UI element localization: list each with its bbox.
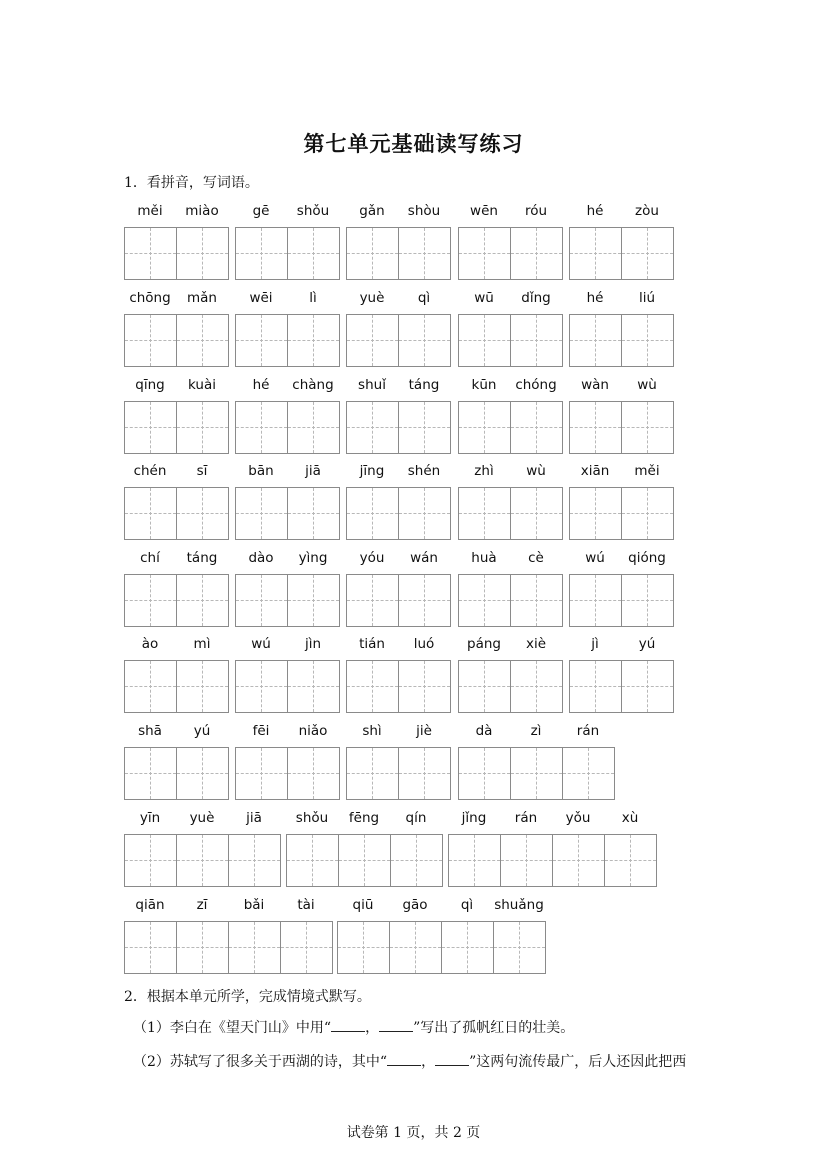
pinyin-syllable: jiè <box>416 723 432 739</box>
word-row <box>0 636 827 716</box>
pinyin-syllable: měi <box>137 203 163 219</box>
writing-box[interactable] <box>510 660 563 713</box>
pinyin-syllable: yīn <box>139 810 161 826</box>
writing-box[interactable] <box>124 227 177 280</box>
writing-box[interactable] <box>569 314 622 367</box>
writing-box[interactable] <box>124 660 177 713</box>
writing-box[interactable] <box>390 834 443 887</box>
pinyin-syllable: xiān <box>580 463 610 479</box>
item-1-text-after: ”写出了孤帆红日的壮美。 <box>413 1020 575 1036</box>
writing-box[interactable] <box>176 401 229 454</box>
pinyin-syllable: wú <box>585 550 605 566</box>
word-row <box>0 810 827 890</box>
pinyin-syllable: tài <box>297 897 315 913</box>
pinyin-syllable: wàn <box>581 377 609 393</box>
writing-box[interactable] <box>287 487 340 540</box>
pinyin-syllable: gāo <box>402 897 428 913</box>
word-row <box>0 290 827 370</box>
pinyin-syllable: hé <box>586 203 604 219</box>
pinyin-syllable: chōng <box>129 290 171 306</box>
writing-box[interactable] <box>287 747 340 800</box>
writing-box[interactable] <box>346 227 399 280</box>
writing-box[interactable] <box>621 660 674 713</box>
pinyin-syllable: yú <box>638 636 656 652</box>
pinyin-syllable: róu <box>524 203 548 219</box>
pinyin-syllable: qiū <box>352 897 374 913</box>
pinyin-syllable: yuè <box>189 810 215 826</box>
writing-box[interactable] <box>235 487 288 540</box>
writing-box[interactable] <box>346 660 399 713</box>
pinyin-syllable: sī <box>196 463 208 479</box>
pinyin-syllable: shuǎng <box>494 897 544 913</box>
pinyin-syllable: shǒu <box>295 810 329 826</box>
pinyin-syllable: jǐng <box>461 810 487 826</box>
pinyin-syllable: jīng <box>359 463 385 479</box>
writing-box[interactable] <box>287 227 340 280</box>
pinyin-syllable: mì <box>193 636 211 652</box>
pinyin-syllable: yìng <box>298 550 328 566</box>
writing-box[interactable] <box>552 834 605 887</box>
writing-box[interactable] <box>621 574 674 627</box>
writing-box[interactable] <box>286 834 339 887</box>
pinyin-syllable: lì <box>309 290 317 306</box>
writing-box[interactable] <box>493 921 546 974</box>
item-1-blank-1[interactable] <box>331 1017 365 1032</box>
writing-box[interactable] <box>389 921 442 974</box>
writing-box[interactable] <box>338 834 391 887</box>
pinyin-syllable: wēi <box>249 290 273 306</box>
writing-box[interactable] <box>346 487 399 540</box>
pinyin-syllable: shòu <box>407 203 441 219</box>
writing-box[interactable] <box>287 314 340 367</box>
writing-box[interactable] <box>448 834 501 887</box>
writing-box[interactable] <box>569 227 622 280</box>
writing-box[interactable] <box>346 747 399 800</box>
pinyin-syllable: qì <box>417 290 431 306</box>
writing-box[interactable] <box>337 921 390 974</box>
item-2-text-before: （2）苏轼写了很多关于西湖的诗，其中“ <box>133 1054 388 1070</box>
pinyin-syllable: zòu <box>635 203 659 219</box>
pinyin-syllable: qín <box>405 810 427 826</box>
writing-box[interactable] <box>458 747 511 800</box>
page-footer: 试卷第 1 页，共 2 页 <box>346 1125 481 1141</box>
writing-box[interactable] <box>398 401 451 454</box>
pinyin-syllable: měi <box>634 463 660 479</box>
word-row <box>0 203 827 283</box>
writing-box[interactable] <box>287 660 340 713</box>
writing-box[interactable] <box>569 401 622 454</box>
pinyin-syllable: fēi <box>252 723 270 739</box>
pinyin-syllable: xiè <box>525 636 547 652</box>
pinyin-syllable: fēng <box>348 810 380 826</box>
pinyin-syllable: wū <box>474 290 494 306</box>
writing-box[interactable] <box>458 487 511 540</box>
writing-box[interactable] <box>280 921 333 974</box>
writing-box[interactable] <box>621 314 674 367</box>
writing-box[interactable] <box>124 574 177 627</box>
writing-box[interactable] <box>458 574 511 627</box>
writing-box[interactable] <box>441 921 494 974</box>
writing-box[interactable] <box>510 401 563 454</box>
writing-box[interactable] <box>621 487 674 540</box>
writing-box[interactable] <box>569 660 622 713</box>
question-2-item-1 <box>133 1017 574 1037</box>
item-2-text-after: ”这两句流传最广，后人还因此把西 <box>469 1054 687 1070</box>
writing-box[interactable] <box>604 834 657 887</box>
writing-box[interactable] <box>176 314 229 367</box>
writing-box[interactable] <box>621 401 674 454</box>
writing-box[interactable] <box>569 574 622 627</box>
writing-box[interactable] <box>458 314 511 367</box>
writing-box[interactable] <box>124 747 177 800</box>
pinyin-syllable: rán <box>576 723 600 739</box>
pinyin-syllable: wú <box>251 636 271 652</box>
writing-box[interactable] <box>235 574 288 627</box>
pinyin-syllable: dào <box>248 550 274 566</box>
word-row <box>0 377 827 457</box>
pinyin-syllable: yú <box>193 723 211 739</box>
pinyin-syllable: niǎo <box>298 723 328 739</box>
pinyin-syllable: miào <box>185 203 219 219</box>
pinyin-syllable: yóu <box>359 550 385 566</box>
pinyin-syllable: páng <box>467 636 501 652</box>
pinyin-syllable: liú <box>638 290 656 306</box>
pinyin-syllable: chóng <box>515 377 557 393</box>
question-2-heading: 2．根据本单元所学，完成情境式默写。 <box>124 989 371 1005</box>
writing-box[interactable] <box>562 747 615 800</box>
word-row <box>0 897 827 977</box>
writing-box[interactable] <box>124 401 177 454</box>
writing-box[interactable] <box>346 401 399 454</box>
pinyin-syllable: wēn <box>470 203 498 219</box>
word-row <box>0 463 827 543</box>
writing-box[interactable] <box>398 747 451 800</box>
writing-box[interactable] <box>235 660 288 713</box>
pinyin-syllable: kuài <box>188 377 216 393</box>
writing-box[interactable] <box>176 487 229 540</box>
writing-box[interactable] <box>287 401 340 454</box>
pinyin-syllable: qì <box>460 897 474 913</box>
pinyin-syllable: yǒu <box>565 810 591 826</box>
pinyin-syllable: luó <box>413 636 435 652</box>
pinyin-syllable: gē <box>252 203 270 219</box>
writing-box[interactable] <box>621 227 674 280</box>
writing-box[interactable] <box>510 487 563 540</box>
page-title: 第七单元基础读写练习 <box>303 132 524 156</box>
pinyin-syllable: shén <box>407 463 441 479</box>
writing-box[interactable] <box>346 314 399 367</box>
writing-box[interactable] <box>458 227 511 280</box>
pinyin-syllable: ào <box>141 636 159 652</box>
writing-box[interactable] <box>235 747 288 800</box>
item-2-blank-2[interactable] <box>435 1051 469 1066</box>
pinyin-syllable: hé <box>586 290 604 306</box>
writing-box[interactable] <box>398 314 451 367</box>
pinyin-syllable: kūn <box>471 377 497 393</box>
writing-box[interactable] <box>176 834 229 887</box>
pinyin-syllable: shuǐ <box>358 377 386 393</box>
pinyin-syllable: jiā <box>305 463 321 479</box>
pinyin-syllable: dǐng <box>521 290 551 306</box>
pinyin-syllable: wán <box>410 550 438 566</box>
pinyin-syllable: zī <box>196 897 208 913</box>
word-row <box>0 723 827 803</box>
pinyin-syllable: táng <box>186 550 218 566</box>
pinyin-syllable: shì <box>362 723 382 739</box>
pinyin-syllable: zhì <box>474 463 494 479</box>
writing-box[interactable] <box>124 834 177 887</box>
pinyin-syllable: xù <box>621 810 639 826</box>
pinyin-syllable: bǎi <box>243 897 265 913</box>
question-2-item-2 <box>133 1051 686 1071</box>
writing-box[interactable] <box>346 574 399 627</box>
pinyin-syllable: rán <box>514 810 538 826</box>
writing-box[interactable] <box>235 401 288 454</box>
pinyin-syllable: jì <box>591 636 599 652</box>
pinyin-syllable: jìn <box>304 636 322 652</box>
pinyin-syllable: wù <box>637 377 657 393</box>
pinyin-syllable: shā <box>138 723 162 739</box>
pinyin-syllable: gǎn <box>359 203 385 219</box>
pinyin-syllable: zì <box>530 723 542 739</box>
writing-box[interactable] <box>228 834 281 887</box>
pinyin-syllable: jiā <box>246 810 262 826</box>
writing-box[interactable] <box>510 747 563 800</box>
writing-box[interactable] <box>124 921 177 974</box>
item-2-blank-1[interactable] <box>387 1051 421 1066</box>
writing-box[interactable] <box>176 574 229 627</box>
item-1-text-before: （1）李白在《望天门山》中用“ <box>133 1020 332 1036</box>
word-row <box>0 550 827 630</box>
pinyin-syllable: qiān <box>135 897 165 913</box>
writing-box[interactable] <box>398 574 451 627</box>
writing-box[interactable] <box>176 227 229 280</box>
writing-box[interactable] <box>235 227 288 280</box>
writing-box[interactable] <box>235 314 288 367</box>
writing-box[interactable] <box>124 314 177 367</box>
item-1-blank-2[interactable] <box>379 1017 413 1032</box>
pinyin-syllable: huà <box>471 550 497 566</box>
writing-box[interactable] <box>569 487 622 540</box>
writing-box[interactable] <box>287 574 340 627</box>
pinyin-syllable: dà <box>475 723 493 739</box>
pinyin-syllable: táng <box>408 377 440 393</box>
pinyin-syllable: chén <box>133 463 167 479</box>
pinyin-syllable: chí <box>140 550 160 566</box>
pinyin-syllable: bān <box>248 463 274 479</box>
question-1-heading: 1．看拼音，写词语。 <box>124 175 259 191</box>
pinyin-syllable: yuè <box>359 290 385 306</box>
pinyin-syllable: shǒu <box>296 203 330 219</box>
writing-box[interactable] <box>398 487 451 540</box>
pinyin-syllable: cè <box>528 550 544 566</box>
item-2-separator: ， <box>421 1054 436 1070</box>
item-1-separator: ， <box>365 1020 380 1036</box>
writing-box[interactable] <box>398 660 451 713</box>
pinyin-syllable: mǎn <box>187 290 217 306</box>
pinyin-syllable: wù <box>526 463 546 479</box>
writing-box[interactable] <box>510 314 563 367</box>
writing-box[interactable] <box>510 227 563 280</box>
writing-box[interactable] <box>458 401 511 454</box>
pinyin-syllable: tián <box>359 636 385 652</box>
writing-box[interactable] <box>176 747 229 800</box>
writing-box[interactable] <box>458 660 511 713</box>
writing-box[interactable] <box>176 921 229 974</box>
writing-box[interactable] <box>500 834 553 887</box>
pinyin-syllable: chàng <box>292 377 334 393</box>
writing-box[interactable] <box>228 921 281 974</box>
pinyin-syllable: qióng <box>628 550 666 566</box>
writing-box[interactable] <box>398 227 451 280</box>
writing-box[interactable] <box>124 487 177 540</box>
writing-box[interactable] <box>176 660 229 713</box>
pinyin-syllable: hé <box>252 377 270 393</box>
writing-box[interactable] <box>510 574 563 627</box>
pinyin-syllable: qīng <box>135 377 165 393</box>
